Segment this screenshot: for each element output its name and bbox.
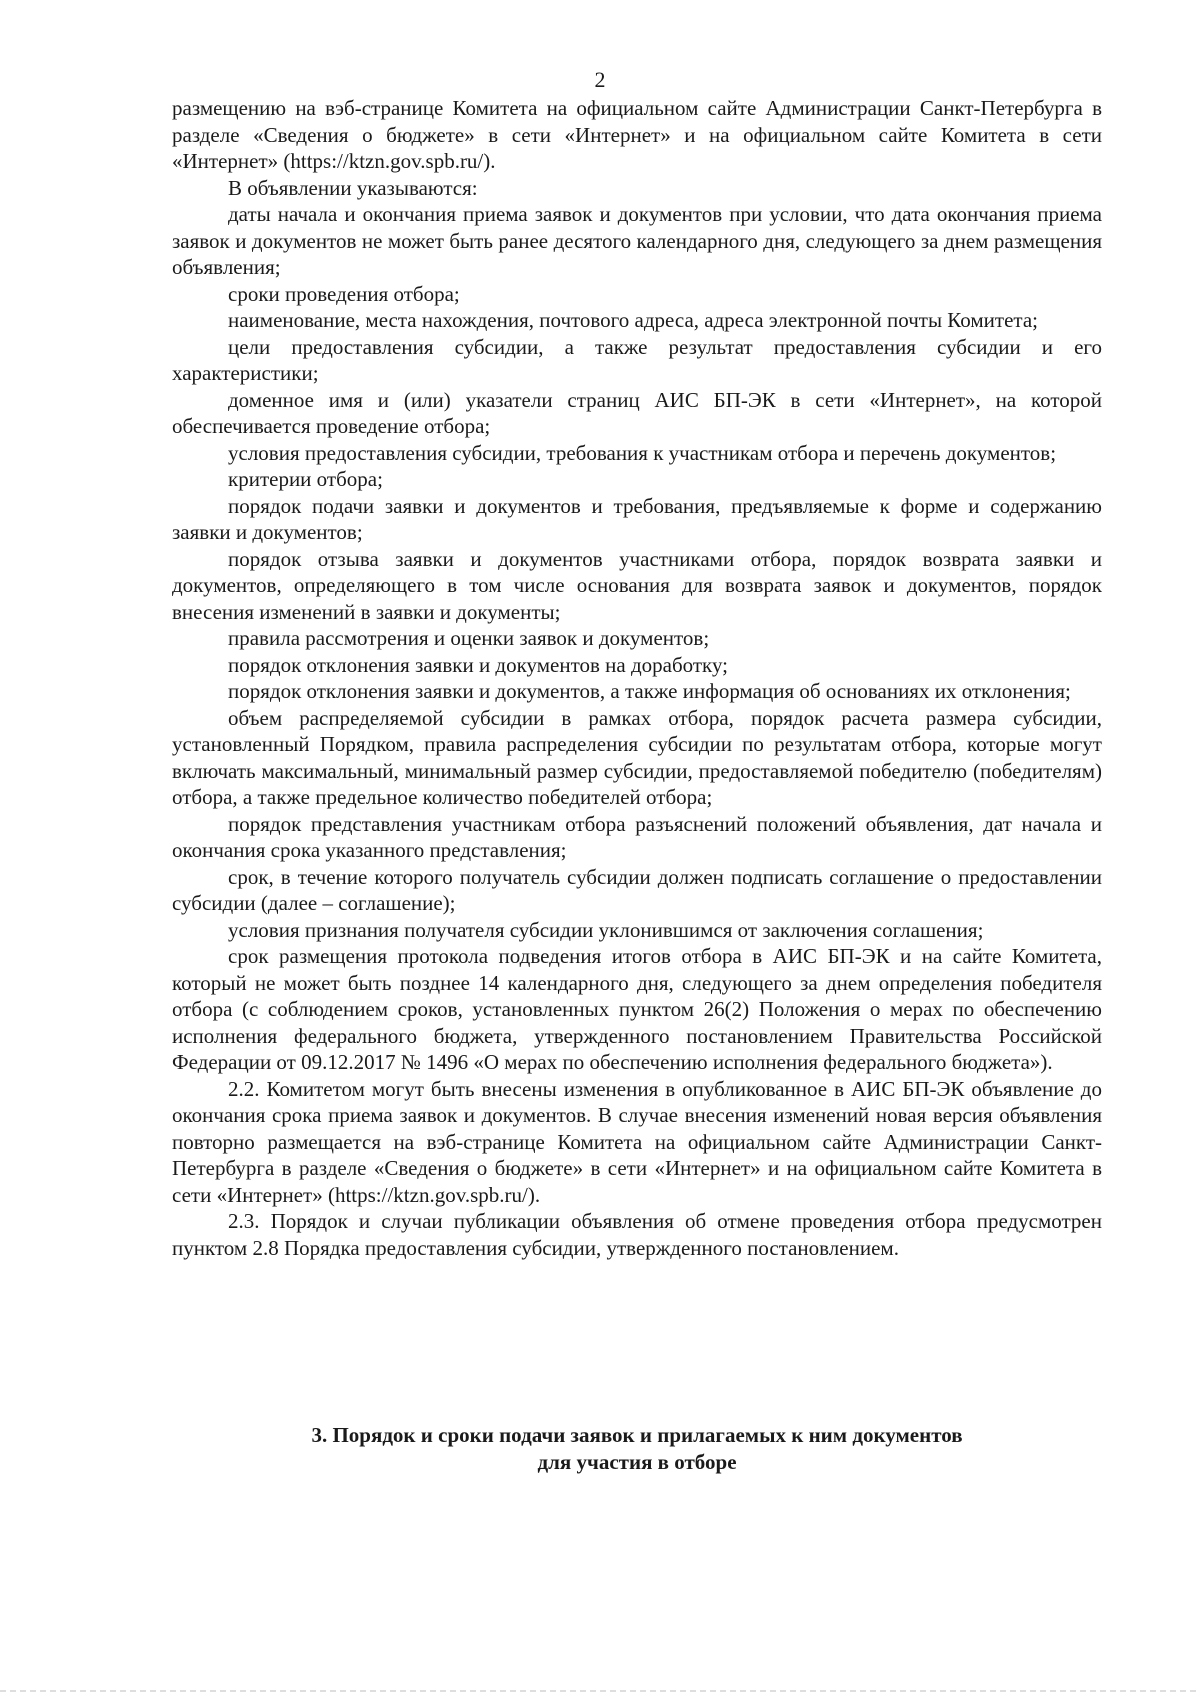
- section-heading-line2: для участия в отборе: [537, 1449, 737, 1474]
- list-item-review-rules: правила рассмотрения и оценки заявок и документов;: [228, 626, 710, 650]
- page-number: 2: [594, 67, 606, 92]
- paragraph-2-2: 2.2. Комитетом могут быть внесены изменения в опубликованное в АИС БП-ЭК объявление до окончания срока приема заявок и документов. В случае внесения изменений новая версия объявления повторно размещается на вэб-странице Комитета на официальном сайте Администрации Санкт-Петербурга в разделе «Сведения о бюджете» в сети «Интернет» и на официальном сайте Комитета в сети «Интернет» (https://ktzn.gov.spb.ru/).: [172, 1076, 1102, 1207]
- list-item-rework: порядок отклонения заявки и документов на доработку;: [228, 652, 729, 677]
- list-item-rejection: порядок отклонения заявки и документов, а также информация об основаниях их отклонения;: [228, 679, 1071, 703]
- document-body: [172, 95, 1102, 1261]
- paragraph-2-3: 2.3. Порядок и случаи публикации объявления об отмене проведения отбора предусмотрен пунктом 2.8 Порядка предоставления субсидии, утвержденного постановлением.: [172, 1209, 1102, 1260]
- section-heading: [172, 1422, 1102, 1475]
- list-item-name-address: наименование, места нахождения, почтового адреса, адреса электронной почты Комитета;: [228, 308, 1038, 332]
- list-item-volume: объем распределяемой субсидии в рамках отбора, порядок расчета размера субсидии, установленный Порядком, правила распределения субсидии по результатам отбора, которые могут включать максимальный, минимальный размер субсидии, предоставляемой победителю (победителям) отбора, а также предельное количество победителей отбора;: [172, 705, 1102, 809]
- list-item-dates: даты начала и окончания приема заявок и документов при условии, что дата окончания приема заявок и документов не может быть ранее десятого календарного дня, следующего за днем размещения объявления;: [172, 202, 1102, 279]
- section-heading-line1: 3. Порядок и сроки подачи заявок и прилагаемых к ним документов: [311, 1423, 963, 1447]
- paragraph-announcement-intro: В объявлении указываются:: [228, 175, 478, 200]
- list-item-terms: сроки проведения отбора;: [228, 281, 460, 306]
- list-item-withdrawal-order: порядок отзыва заявки и документов участниками отбора, порядок возврата заявки и документов, определяющего в том числе основания для возврата заявок и документов, порядок внесения изменений в заявки и документы;: [172, 546, 1102, 624]
- list-item-criteria: критерии отбора;: [228, 467, 383, 491]
- list-item-goals: цели предоставления субсидии, а также результат предоставления субсидии и его характеристики;: [172, 334, 1102, 385]
- scan-bottom-edge: [0, 1690, 1200, 1692]
- list-item-evasion: условия признания получателя субсидии уклонившимся от заключения соглашения;: [228, 917, 984, 942]
- paragraph-continuation: размещению на вэб-странице Комитета на официальном сайте Администрации Санкт-Петербурга в разделе «Сведения о бюджете» в сети «Интернет» и на официальном сайте Комитета в сети «Интернет» (https://ktzn.gov.spb.ru/).: [172, 96, 1102, 173]
- list-item-submission-order: порядок подачи заявки и документов и требования, предъявляемые к форме и содержанию заявки и документов;: [172, 493, 1102, 544]
- list-item-domain: доменное имя и (или) указатели страниц АИС БП-ЭК в сети «Интернет», на которой обеспечивается проведение отбора;: [172, 387, 1102, 438]
- list-item-protocol: срок размещения протокола подведения итогов отбора в АИС БП-ЭК и на сайте Комитета, который не может быть позднее 14 календарного дня, следующего за днем определения победителя отбора (с соблюдением сроков, установленных пунктом 26(2) Положения о мерах по обеспечению исполнения федерального бюджета, утвержденного постановлением Правительства Российской Федерации от 09.12.2017 № 1496 «О мерах по обеспечению исполнения федерального бюджета»).: [172, 944, 1102, 1074]
- list-item-conditions: условия предоставления субсидии, требования к участникам отбора и перечень документов;: [228, 440, 1057, 465]
- list-item-clarifications: порядок представления участникам отбора разъяснений положений объявления, дат начала и окончания срока указанного представления;: [172, 811, 1102, 862]
- list-item-signing-term: срок, в течение которого получатель субсидии должен подписать соглашение о предоставлении субсидии (далее – соглашение);: [172, 864, 1102, 915]
